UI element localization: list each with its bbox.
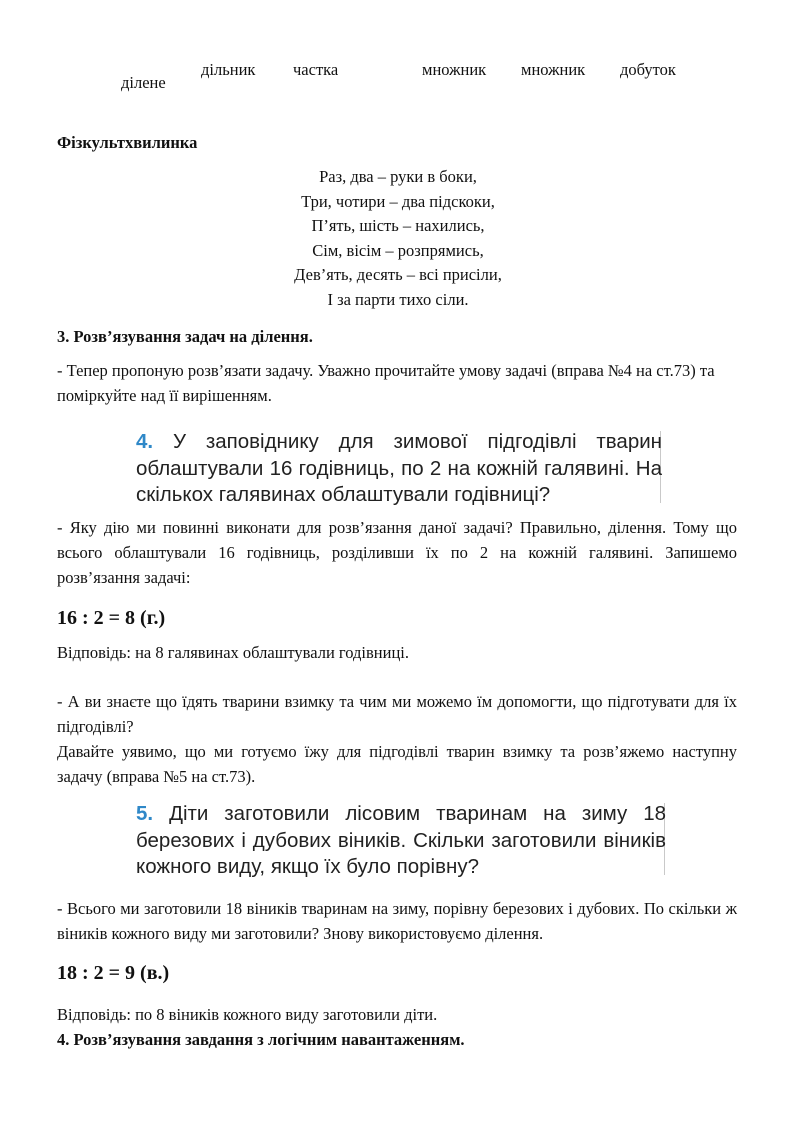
poem-line: Три, чотири – два підскоки,	[301, 191, 495, 211]
fizkult-heading: Фізкультхвилинка	[57, 133, 198, 152]
answer-1: Відповідь: на 8 галявинах облаштували годівниці.	[57, 643, 410, 662]
task-5-box	[136, 801, 666, 881]
poem-line: Раз, два – руки в боки,	[319, 167, 477, 186]
poem-line: П’ять, шість – нахились,	[311, 216, 485, 235]
task-5-text: Діти заготовили лісовим тваринам на зиму 18 березових і дубових віників. Скільки заготовили віників кожного виду, якщо їх було порівну?	[136, 802, 666, 878]
task-4-text: У заповіднику для зимової підгодівлі тварин облаштували 16 годівниць, по 2 на кожній галявині. На скількох галявинах облаштували годівниці?	[136, 430, 662, 506]
poem-line: І за парти тихо сіли.	[327, 289, 469, 309]
poem-line: Сім, вісім – розпрямись,	[312, 240, 484, 260]
discussion: - А ви знаєте що їдять тварини взимку та чим ми можемо їм допомогти, що підготувати для їх підгодівлі?	[57, 692, 737, 736]
term-dobutok: добуток	[620, 60, 676, 79]
answer-2: Відповідь: по 8 віників кожного виду заготовили діти.	[57, 1005, 438, 1024]
poem	[200, 165, 596, 312]
section-3-intro: - Тепер пропоную розв’язати задачу. Уважно прочитайте умову задачі (вправа №4 на ст.73) та поміркуйте над її вирішенням.	[57, 361, 715, 405]
task-4-number: 4.	[136, 430, 154, 453]
term-dilene: ділене	[121, 73, 166, 92]
section-4-heading: 4. Розв’язування завдання з логічним навантаженням.	[57, 1030, 465, 1049]
task-5-explanation: - Всього ми заготовили 18 віників тваринам на зиму, порівну березових і дубових. По скільки ж віників кожного виду ми заготовили? Знову використовуємо ділення.	[57, 899, 737, 943]
term-mnozhnyk-1: множник	[422, 60, 487, 79]
term-dilnyk: дільник	[201, 60, 256, 79]
task-4-box	[136, 429, 662, 509]
task-5-number: 5.	[136, 802, 154, 825]
poem-line: Дев’ять, десять – всі присіли,	[294, 265, 502, 284]
term-chastka: частка	[293, 60, 339, 79]
section-3-heading: 3. Розв’язування задач на ділення.	[57, 327, 313, 346]
transition: Давайте уявимо, що ми готуємо їжу для підгодівлі тварин взимку та розв’яжемо наступну задачу (вправа №5 на ст.73).	[57, 742, 737, 786]
task-4-question: - Яку дію ми повинні виконати для розв’язання даної задачі? Правильно, ділення. Тому що всього облаштували 16 годівниць, розділивши їх по 2 на кожній галявині. Запишемо розв’язання задачі:	[57, 518, 737, 587]
equation-1: 16 : 2 = 8 (г.)	[57, 607, 166, 629]
term-mnozhnyk-2: множник	[521, 60, 586, 79]
equation-2: 18 : 2 = 9 (в.)	[57, 962, 170, 984]
